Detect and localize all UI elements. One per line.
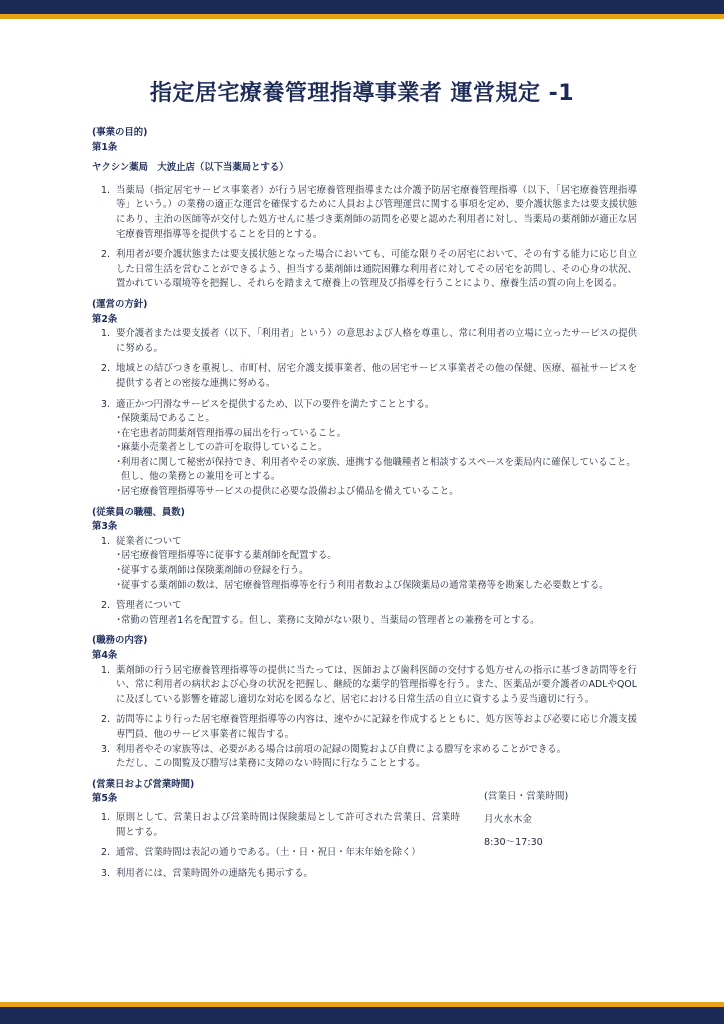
business-time: 8:30～17:30 [484, 836, 543, 848]
section-heading: (運営の方針) [92, 298, 148, 310]
list-item: 1. 薬剤師の行う居宅療養管理指導等の提供に当たっては、医師および歯科医師の交付する処方せんの指示に基づき訪問等を行い、常に利用者の病状および心身の状況を把握し、継続的な薬学的管理指導を行う。また、医薬品が要介護者のADLやQOLに及ぼしている影響を確認し適切な対応を図るなど、居宅における日常生活の自立に資するよう妥当適切に行う。 [101, 664, 637, 705]
section-heading: (職務の内容) [92, 635, 148, 647]
regulation-body [92, 126, 637, 887]
article-5 [92, 778, 637, 882]
sub-item: ・ 従事する薬剤師は保険薬剤師の登録を行う。 [114, 565, 309, 577]
note-text: ただし、この閲覧及び謄写は業務に支障のない時間に行なうこととする。 [116, 758, 426, 770]
article-3 [92, 506, 637, 629]
bottom-navy-band [0, 1007, 724, 1024]
list-item: 1. 要介護者または要支援者（以下、「利用者」という）の意思および人格を尊重し、常に利用者の立場に立ったサービスの提供に努める。 [101, 328, 637, 354]
article-1 [92, 126, 637, 292]
list-item: 2. 管理者について [101, 600, 182, 612]
sub-item: ・ 麻薬小売業者としての許可を取得していること。 [114, 442, 328, 454]
business-hours-label: (営業日・営業時間) [484, 790, 569, 802]
store-name: ヤクシン薬局 大波止店（以下当薬局とする） [92, 162, 289, 174]
sub-item: ・ 居宅療養管理指導等に従事する薬剤師を配置する。 [114, 550, 337, 562]
list-item: 3. 利用者やその家族等は、必要がある場合は前項の記録の閲覧および自費による謄写を求めることができる。 [101, 743, 567, 755]
section-heading: (従業員の職種、員数) [92, 506, 185, 518]
list-item: 2. 訪問等により行った居宅療養管理指導等の内容は、速やかに記録を作成するとともに、処方医等および必要に応じ介護支援専門員、他のサービス事業者に報告する。 [101, 714, 637, 740]
article-number: 第4条 [92, 650, 118, 661]
sub-item: ・ 在宅患者訪問薬剤管理指導の届出を行っていること。 [114, 427, 347, 439]
list-item: 2. 利用者が要介護状態または要支援状態となった場合においても、可能な限りその居宅において、その有する能力に応じ自立した日常生活を営むことができるよう、担当する薬剤師は通院困難な利用者に対してその居宅を訪問し、その心身の状況、置かれている環境等を把握し、それらを踏まえて療養上の管理及び指導を行うことにより、療養生活の質の向上を図る。 [101, 249, 637, 290]
sub-item: ・ 利用者に関して秘密が保持でき、利用者やその家族、連携する他職種者と相談するスペースを薬局内に確保していること。但し、他の業務との兼用を可とする。 [114, 456, 636, 483]
article-number: 第5条 [92, 793, 118, 805]
sub-item: ・ 常勤の管理者1名を配置する。但し、業務に支障がない限り、当薬局の管理者との兼務を可とする。 [114, 614, 540, 626]
list-item: 2. 地域との結びつきを重視し、市町村、居宅介護支援事業者、他の居宅サービス事業者その他の保健、医療、福祉サービスを提供する者との密接な連携に努める。 [101, 363, 637, 389]
list-item: 3. 適正かつ円滑なサービスを提供するため、以下の要件を満たすこととする。 [101, 398, 435, 410]
list-item: 1. 原則として、営業日および営業時間は保険薬局として許可された営業日、営業時間とする。 [101, 811, 460, 838]
list-item: 1. 従業者について [101, 535, 182, 547]
section-heading: (営業日および営業時間) [92, 778, 195, 790]
article-number: 第1条 [92, 141, 118, 153]
article-2 [92, 298, 637, 500]
top-navy-band [0, 0, 724, 14]
top-gold-stripe [0, 14, 724, 19]
article-number: 第2条 [92, 313, 118, 325]
page-title: 指定居宅療養管理指導事業者 運営規定 -1 [149, 81, 575, 106]
section-heading: (事業の目的) [92, 127, 148, 138]
business-hours-box [484, 790, 634, 850]
sub-item: ・ 従事する薬剤師の数は、居宅療養管理指導等を行う利用者数および保険薬局の通常業務等を勘案した必要数とする。 [114, 579, 609, 591]
sub-item: ・ 保険薬局であること。 [114, 413, 215, 425]
sub-item: ・ 居宅療養管理指導等サービスの提供に必要な設備および備品を備えていること。 [114, 486, 459, 498]
business-days: 月火水木金 [484, 813, 532, 825]
article-number: 第3条 [92, 521, 118, 533]
article-4 [92, 634, 637, 771]
list-item: 2. 通常、営業時間は表記の通りである。（土・日・祝日・年末年始を除く） [101, 847, 421, 859]
list-item: 1. 当薬局（指定居宅サービス事業者）が行う居宅療養管理指導または介護予防居宅療養管理指導（以下、「居宅療養管理指導等」という。）の業務の適正な運営を確保するために人員および管理運営に関する事項を定め、要介護状態または要支援状態にあり、主治の医師等が交付した処方せんに基づき薬剤師の訪問を必要と認めた利用者に対し、当薬局の薬剤師が適正な居宅療養管理指導等を提供することを目的とする。 [101, 184, 637, 240]
list-item: 3. 利用者には、営業時間外の連絡先も掲示する。 [101, 867, 313, 879]
